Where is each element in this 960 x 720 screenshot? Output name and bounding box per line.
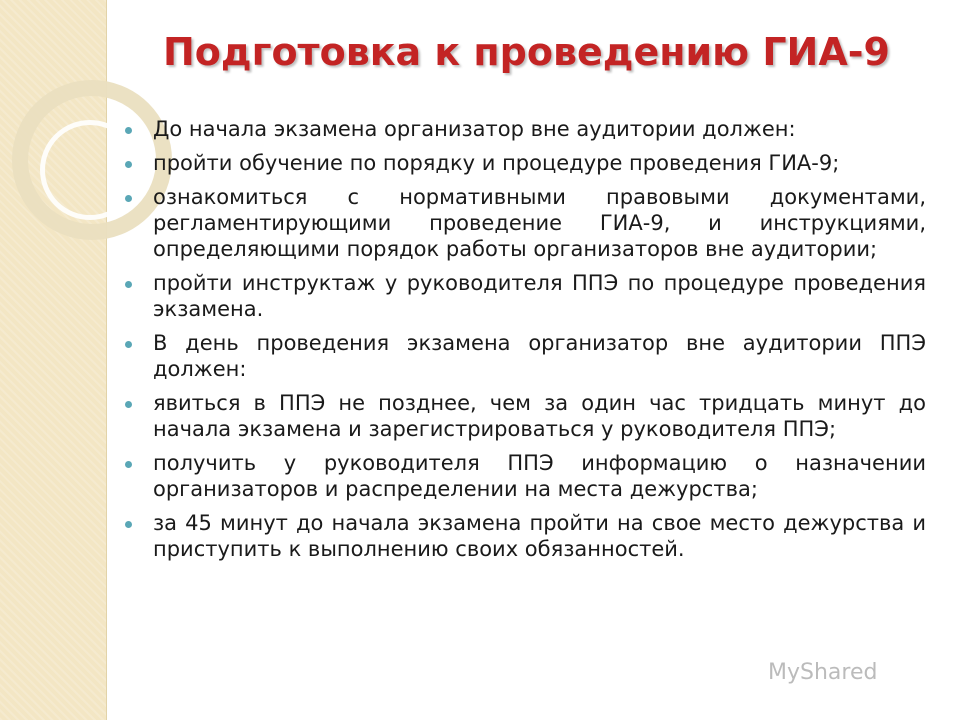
list-item	[124, 116, 926, 142]
bullet-text: явиться в ППЭ не позднее, чем за один час тридцать минут до начала экзамена и зарегистрироваться у руководителя ППЭ;	[153, 391, 926, 441]
bullet-text: В день проведения экзамена организатор вне аудитории ППЭ должен:	[153, 331, 926, 381]
list-item	[124, 450, 926, 502]
bullet-icon	[125, 341, 132, 348]
bullet-icon	[125, 521, 132, 528]
bullet-icon	[125, 461, 132, 468]
list-item	[124, 390, 926, 442]
bullet-text: пройти инструктаж у руководителя ППЭ по процедуре проведения экзамена.	[153, 271, 926, 321]
list-item	[124, 270, 926, 322]
bullet-text: До начала экзамена организатор вне аудитории должен:	[153, 117, 796, 141]
list-item	[124, 330, 926, 382]
bullet-list	[124, 116, 926, 570]
bullet-icon	[125, 281, 132, 288]
list-item	[124, 184, 926, 262]
bullet-icon	[125, 195, 132, 202]
bullet-text: ознакомиться с нормативными правовыми документами, регламентирующими проведение ГИА-9, и инструкциями, определяющими порядок работы организаторов вне аудитории;	[153, 185, 926, 261]
bullet-icon	[125, 401, 132, 408]
bullet-text: за 45 минут до начала экзамена пройти на свое место дежурства и приступить к выполнению своих обязанностей.	[153, 511, 926, 561]
bullet-text: получить у руководителя ППЭ информацию о назначении организаторов и распределении на места дежурства;	[153, 451, 926, 501]
bullet-icon	[125, 161, 132, 168]
list-item	[124, 150, 926, 176]
list-item	[124, 510, 926, 562]
slide-title: Подготовка к проведению ГИА-9	[163, 30, 890, 74]
bullet-text: пройти обучение по порядку и процедуре проведения ГИА-9;	[153, 151, 840, 175]
bullet-icon	[125, 127, 132, 134]
watermark: MyShared	[768, 660, 878, 685]
